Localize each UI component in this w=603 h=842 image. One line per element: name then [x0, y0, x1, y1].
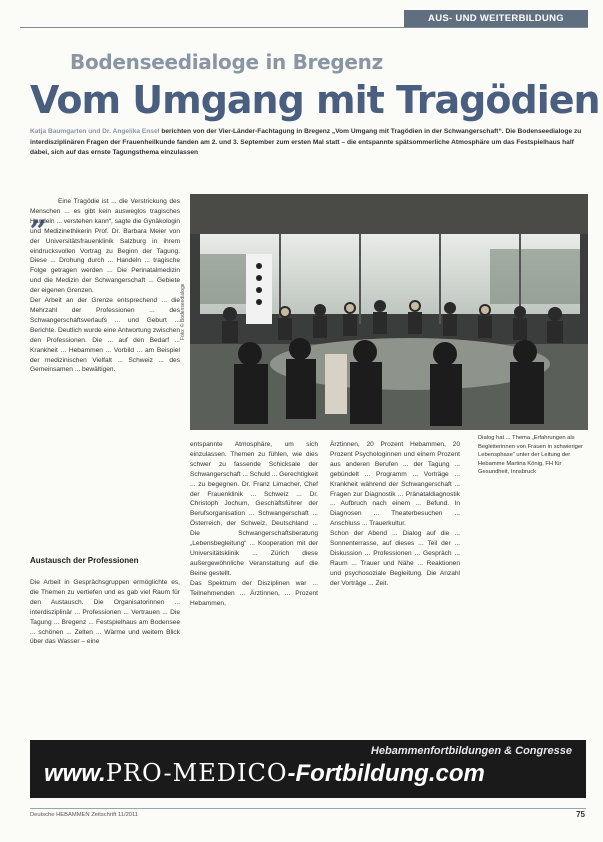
ad-url-suffix: -Fortbildung.com [287, 760, 485, 787]
photo-caption: Dialog hat ... Thema „Erfahrungen als Begleiterinnen von Frauen in schwieriger Lebensphase“ unter der Leitung der Hebamme Martina König, FH für Gesundheit, Innsbruck [478, 435, 584, 476]
paragraph: Schon der Abend ... Dialog auf die ... Sonnenterrasse, auf dieses ... Teil der ... Diskussion ... Professionen ... Gespräch ... Raum ... Trauer und Nähe ... Reaktionen und psychosoziale Begleitung. Die Anzahl der Vorträge ... Zeit. [330, 530, 460, 587]
article-headline: Vom Umgang mit Tragödien [30, 78, 600, 122]
footer-text: Deutsche HEBAMMEN Zeitschrift 11/2011 [30, 812, 139, 818]
section-label: AUS- UND WEITERBILDUNG [404, 10, 588, 27]
ad-url-brand: PRO-MEDICO [105, 759, 288, 787]
ad-tagline: Hebammenfortbildungen & Congresse [370, 745, 572, 757]
photo-credit: Foto: © Bodenseedialoge [180, 283, 186, 340]
photo-illustration [190, 194, 588, 430]
article-lead [30, 127, 584, 159]
paragraph: Ärztinnen, 20 Prozent Hebammen, 20 Prozent Psychologinnen und einem Prozent aus anderen Berufen ... der Tagung ... gebündelt ... Programm ... Vorträge ... Krankheit während der Schwangerschaft ... Fragen zur Diagnostik ... Pränataldiagnostik ... Aufbruch nach einem ... Befund. In Diagnosen ... Theaterbesuchen ... Anschluss ... Trauerkultur. [330, 441, 460, 528]
column-1-continued [30, 578, 180, 647]
byline: Katja Baumgarten und Dr. Angelika Ensel [30, 128, 160, 135]
paragraph: Das Spektrum der Disziplinen war ... Teilnehmenden ... Ärztinnen, ... Prozent Hebammen, [190, 579, 318, 607]
column-3 [330, 440, 460, 589]
column-1 [30, 197, 180, 375]
subheading: Austausch der Professionen [30, 556, 139, 565]
page-number: 75 [576, 810, 585, 819]
paragraph: Eine Tragödie ist ... die Verstrickung des Menschen ... es gibt kein ausweglos tragisches Handeln ... verstehen kann“, sagte die Gynäkologin und Medizinethikerin Prof. Dr. Barbara Meier von der Universitätsfrauenklinik Salzburg in ihrem eindrucksvollen Vortrag zu Beginn der Tagung. Diese ... Drohung durch ... Handeln ... tragische Folge getragen werden ... Die Perinatalmedizin und die Medizin der Schwangerschaft ... Gebiete der eigenen Grenzen. [30, 198, 180, 295]
advertisement-banner[interactable] [30, 740, 586, 798]
drop-quote: „ [30, 197, 48, 232]
column-2 [190, 440, 318, 608]
ad-url[interactable] [44, 759, 485, 788]
lead-text: berichten von der Vier-Länder-Fachtagung in Bregenz „Vom Umgang mit Tragödien in der Schwangerschaft“. Die Bodenseedialoge zu interdisziplinären Fragen der Frauenheilkunde fanden am 2. und 3. September zum ersten Mal statt – die entspannte spätsommerliche Atmosphäre um das Festspielhaus half dabei, sich auf das ernste Tagungsthema einzulassen [30, 128, 582, 156]
paragraph: Der Arbeit an der Grenze entsprechend ... die Mehrzahl der Professionen ... des Schwangerschaftsverlaufs ... und Geburt ... Berichte. Deutlich wurde eine Antwortung zwischen den Professionen. Die ... auf den Bedarf ... Krankheit ... Hebammen ... Vorbild ... am Beispiel der medizinischen Vielfalt ... Schweiz ... des Gemeinsamen ... bewältigen. [30, 297, 180, 374]
article-kicker: Bodenseedialoge in Bregenz [70, 50, 383, 74]
footer-rule [30, 808, 586, 809]
top-rule [20, 27, 588, 28]
paragraph: entspannte Atmosphäre, um sich einzulassen. Themen zu fühlen, wie dies schwer zu fassende Schicksale der Schwangerschaft ... Schuld ... Gerechtigkeit ... zu begegnen. Dr. Franz Limacher, Chef der Frauenklinik ... Schweiz ... Dr. Christoph Jochum, Geschäftsführer der Berufsorganisation ... Schwangerschaft ... Österreich, der Schweiz, Deutschland ... Die Schwangerschaftsberatung „Lebensbegleitung“ ... Kooperation mit der Universitätsklinik ... Zürich diese außergewöhnliche Veranstaltung auf die Beine gestellt. [190, 441, 318, 577]
ad-url-prefix: www. [44, 760, 106, 787]
conference-photo [190, 194, 588, 430]
paragraph: Die Arbeit in Gesprächsgruppen ermöglichte es, die Themen zu vertiefen und es gab viel Raum für den Austausch. Die Organisatorinnen ... interdisziplinär ... Professionen ... Vertrauen ... Die Tagung ... Bregenz ... Festspielhaus am Bodensee ... schönen ... Zelten ... Wärme und weitem Blick über das Wasser – eine [30, 579, 180, 646]
